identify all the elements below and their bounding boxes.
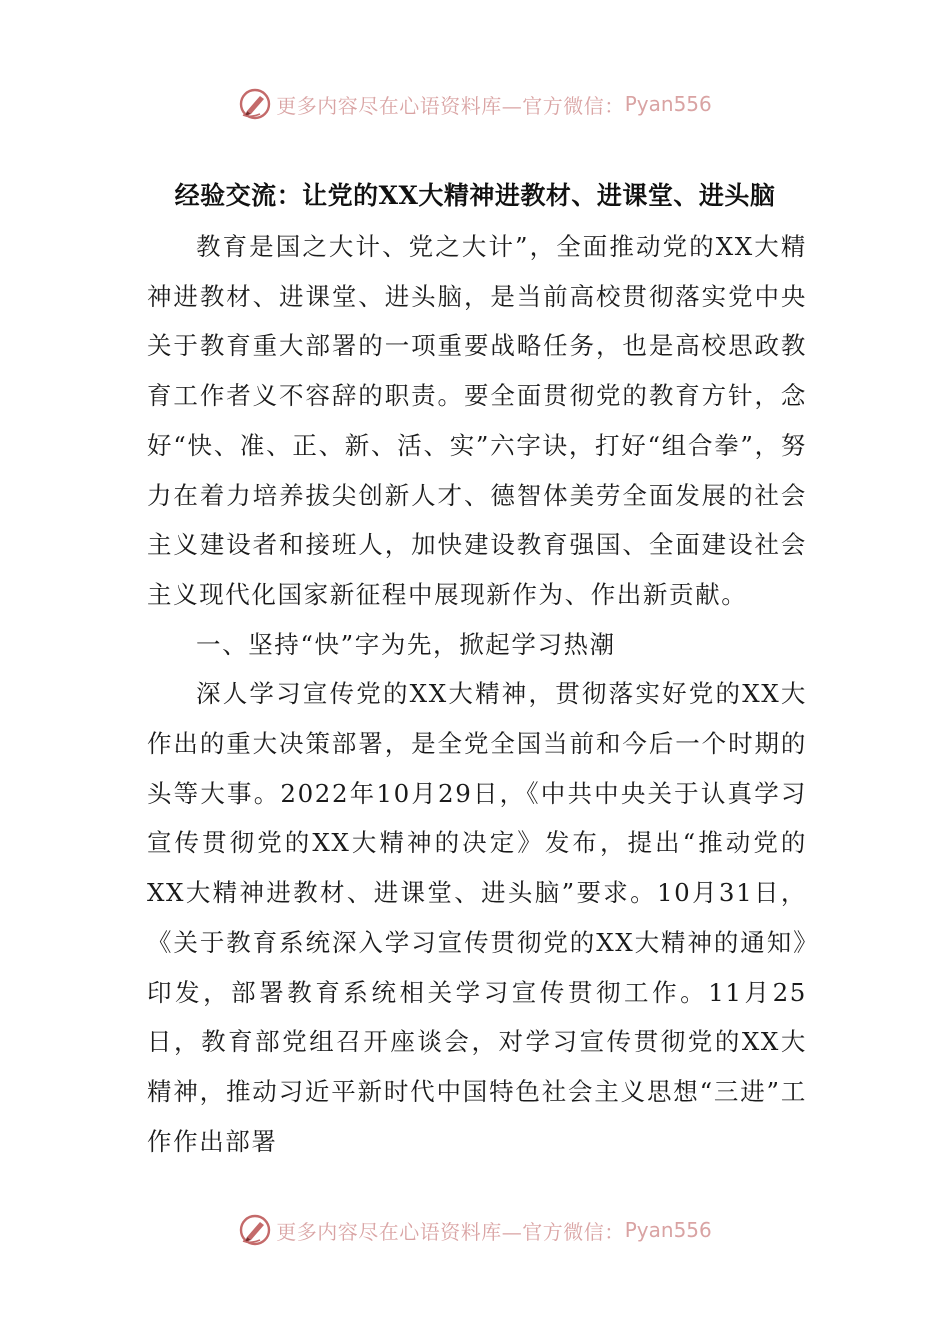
watermark-text: 更多内容尽在心语资料库—官方微信： (276, 1219, 625, 1244)
body-paragraph: 教育是国之大计、党之大计”，全面推动党的XX大精神进教材、进课堂、进头脑，是当前高校贯彻落实党中央关于教育重大部署的一项重要战略任务，也是高校思政教育工作者义不容辞的职责。要全面贯彻党的教育方针，念好“快、准、正、新、活、实”六字诀，打好“组合拳”，努力在着力培养拔尖创新人才、德智体美劳全面发展的社会主义建设者和接班人，加快建设教育强国、全面建设社会主义现代化国家新征程中展现新作为、作出新贡献。 (147, 232, 807, 609)
document-title: 经验交流：让党的XX大精神进教材、进课堂、进头脑 (174, 181, 776, 210)
header-watermark-banner (0, 84, 950, 124)
body-paragraph: 深人学习宣传党的XX大精神，贯彻落实好党的XX大作出的重大决策部署，是全党全国当前和今后一个时期的头等大事。2022年10月29日，《中共中央关于认真学习宣传贯彻党的XX大精神的决定》发布，提出“推动党的XX大精神进教材、进课堂、进头脑”要求。10月31日，《关于教育系统深入学习宣传贯彻党的XX大精神的通知》印发，部署教育系统相关学习宣传贯彻工作。11月25日，教育部党组召开座谈会，对学习宣传贯彻党的XX大精神，推动习近平新时代中国特色社会主义思想“三进”工作作出部署 (147, 679, 807, 1156)
watermark-text: 更多内容尽在心语资料库—官方微信： (276, 93, 625, 118)
pen-logo-icon (238, 1213, 272, 1247)
footer-watermark-banner (0, 1210, 950, 1250)
watermark-wechat-id: Pyan556 (624, 92, 712, 116)
pen-logo-icon (238, 87, 272, 121)
section-heading: 一、坚持“快”字为先，掀起学习热潮 (196, 629, 616, 659)
document-body (147, 222, 807, 1166)
watermark-wechat-id: Pyan556 (624, 1218, 712, 1242)
